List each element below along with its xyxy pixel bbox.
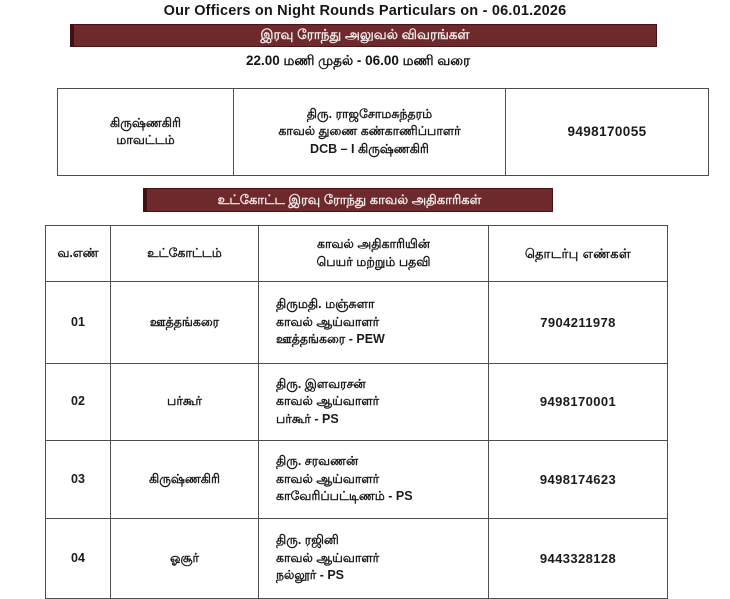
table-row (46, 519, 668, 599)
district-officer-cell (234, 89, 506, 176)
time-range-text: 22.00 மணி முதல் - 06.00 மணி வரை (245, 53, 471, 68)
phone-cell: 7904211978 (489, 282, 668, 364)
officer-cell (259, 364, 489, 441)
district-officer-row (58, 89, 709, 176)
district-name-line1: கிருஷ்ணகிரி (110, 115, 181, 130)
officer-name: திருமதி. மஞ்சுளா (276, 297, 375, 312)
header-officer-line2: பெயர் மற்றும் பதவி (316, 254, 431, 269)
officer-station: ஊத்தங்கரை - PEW (276, 332, 385, 347)
officer-designation: காவல் ஆய்வாளர் (276, 314, 380, 329)
district-officer-table (57, 88, 709, 176)
header-officer (259, 226, 489, 282)
officer-cell (259, 282, 489, 364)
night-rounds-banner-label: இரவு ரோந்து அலுவல் விவரங்கள் (260, 26, 470, 42)
header-phone: தொடர்பு எண்கள் (489, 226, 668, 282)
header-officer-line1: காவல் அதிகாரியின் (317, 237, 430, 251)
sno-cell: 01 (46, 282, 111, 364)
subdivision-cell: ஓசூர் (111, 519, 259, 599)
officer-name: திரு. ரஜினி (276, 533, 339, 548)
phone-cell: 9443328128 (489, 519, 668, 599)
officer-station: காவேரிப்பட்டிணம் - PS (276, 489, 413, 504)
night-rounds-banner (70, 24, 657, 47)
sno-cell: 04 (46, 519, 111, 599)
header-subdivision: உட்கோட்டம் (111, 226, 259, 282)
table-row (46, 282, 668, 364)
officer-name: திரு. இளவரசன் (276, 376, 366, 391)
officer-designation: காவல் ஆய்வாளர் (276, 394, 380, 409)
subdivision-banner-label: உட்கோட்ட இரவு ரோந்து காவல் அதிகாரிகள் (217, 191, 482, 207)
district-officer-name: திரு. ராஜசோமசுந்தரம் (306, 106, 433, 121)
officer-cell (259, 519, 489, 599)
sno-cell: 03 (46, 441, 111, 519)
officer-station: நல்லூர் - PS (276, 568, 345, 583)
district-name-cell (58, 89, 234, 176)
subdivision-cell: பர்கூர் (111, 364, 259, 441)
sno-cell: 02 (46, 364, 111, 441)
district-name-line2: மாவட்டம் (116, 133, 175, 147)
subdivision-cell: ஊத்தங்கரை (111, 282, 259, 364)
officer-name: திரு. சரவணன் (276, 454, 359, 469)
header-sno: வ.எண் (46, 226, 111, 282)
officer-station: பர்கூர் - PS (276, 411, 339, 426)
page-title: Our Officers on Night Rounds Particulars on - 06.01.2026 (163, 3, 567, 19)
district-officer-unit: DCB – I கிருஷ்ணகிரி (310, 141, 429, 156)
table-header-row (46, 226, 668, 282)
table-row (46, 441, 668, 519)
subdivision-cell: கிருஷ்ணகிரி (111, 441, 259, 519)
subdivision-banner (143, 188, 553, 212)
district-phone-cell: 9498170055 (506, 89, 709, 176)
phone-cell: 9498174623 (489, 441, 668, 519)
officer-designation: காவல் ஆய்வாளர் (276, 550, 380, 565)
officer-designation: காவல் ஆய்வாளர் (276, 471, 380, 486)
district-officer-designation: காவல் துணை கண்காணிப்பாளர் (278, 124, 461, 139)
officers-table (45, 225, 668, 599)
phone-cell: 9498170001 (489, 364, 668, 441)
officer-cell (259, 441, 489, 519)
table-row (46, 364, 668, 441)
